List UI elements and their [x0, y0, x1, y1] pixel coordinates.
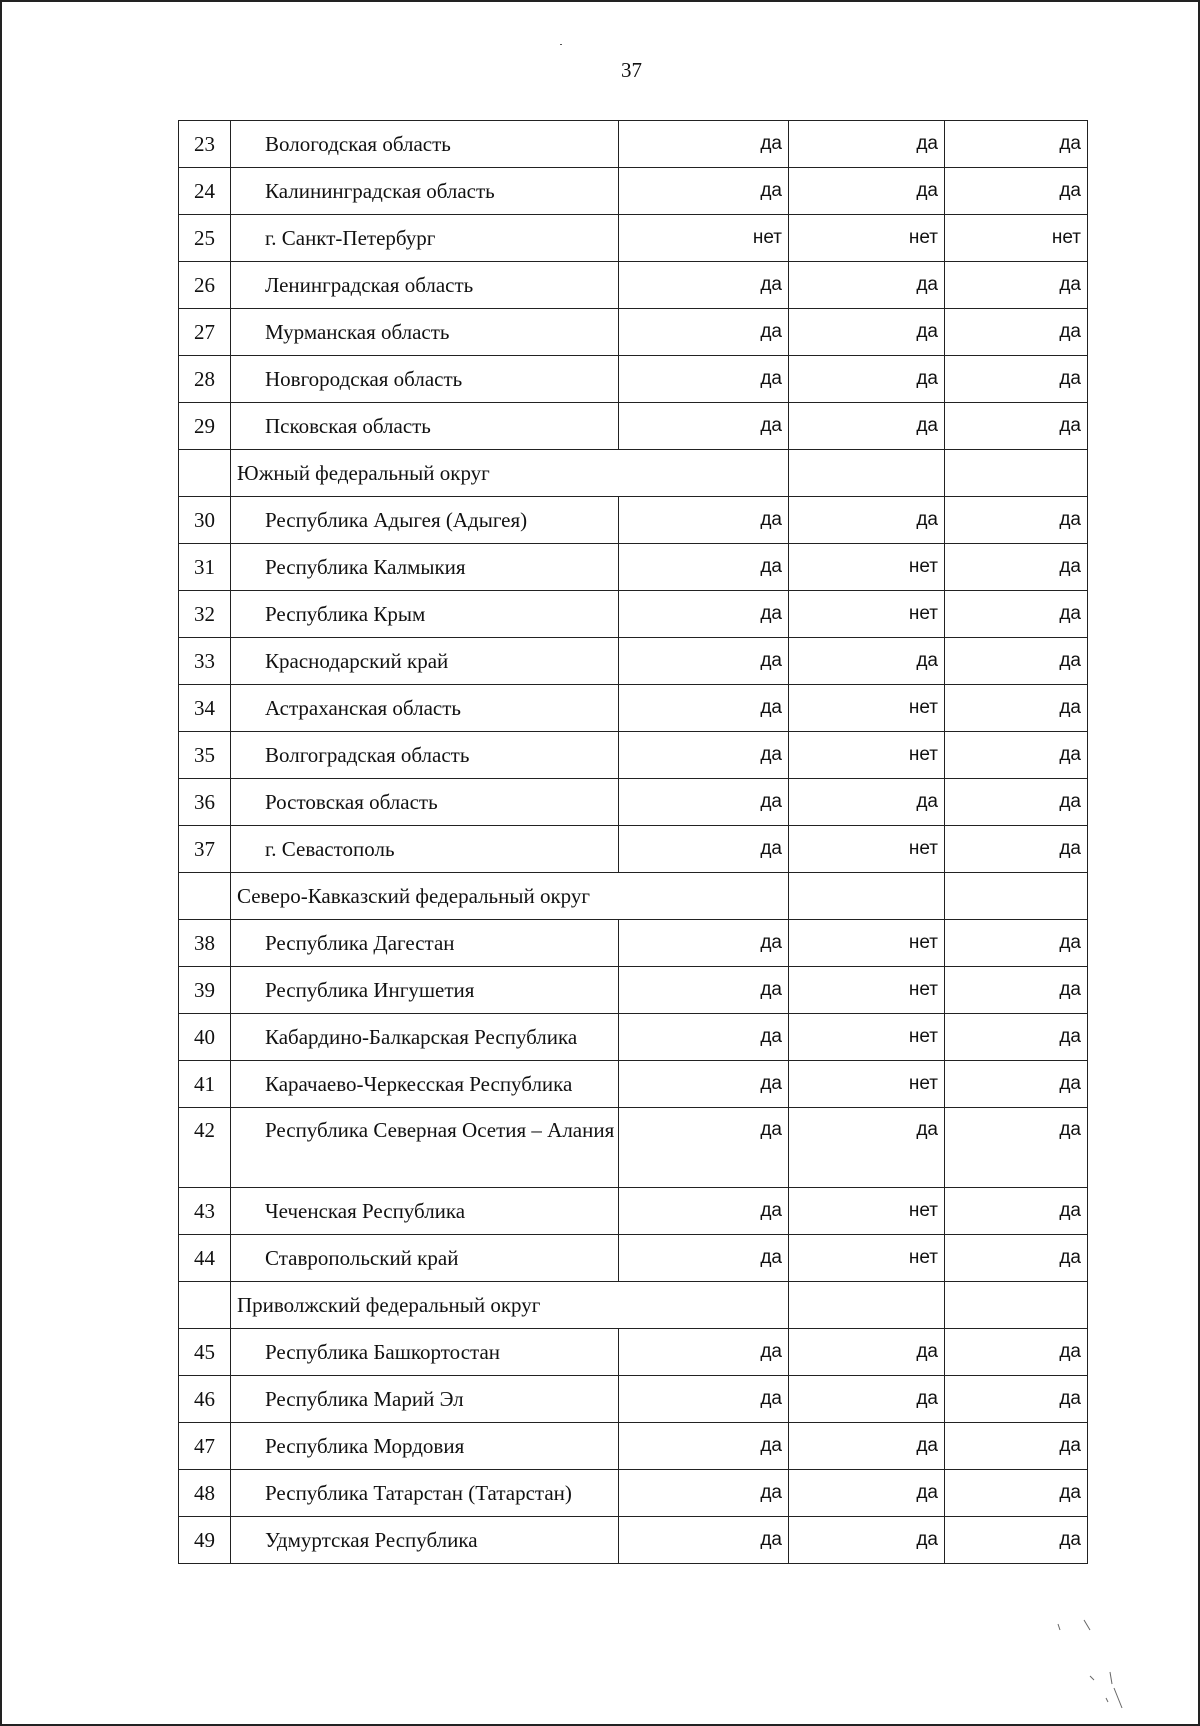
table-row [179, 1517, 1088, 1564]
row-number: 30 [179, 497, 231, 544]
section-num-cell [179, 450, 231, 497]
value-col-3: да [945, 591, 1088, 638]
row-number: 46 [179, 1376, 231, 1423]
table-row [179, 403, 1088, 450]
table-row [179, 732, 1088, 779]
row-number: 44 [179, 1235, 231, 1282]
value-col-2: нет [789, 1061, 945, 1108]
region-name: Карачаево-Черкесская Республика [231, 1061, 619, 1108]
row-number: 24 [179, 168, 231, 215]
value-col-3: да [945, 779, 1088, 826]
value-col-1: да [619, 967, 789, 1014]
value-col-1: да [619, 685, 789, 732]
page-number: 37 [621, 58, 642, 82]
scan-speck [560, 44, 562, 45]
region-name: Чеченская Республика [231, 1188, 619, 1235]
value-col-2: да [789, 262, 945, 309]
value-col-2: да [789, 638, 945, 685]
region-name: Республика Крым [231, 591, 619, 638]
table-row [179, 779, 1088, 826]
section-empty-cell [789, 450, 945, 497]
row-number: 27 [179, 309, 231, 356]
value-col-2: да [789, 403, 945, 450]
value-col-1: да [619, 544, 789, 591]
region-name: Республика Калмыкия [231, 544, 619, 591]
table-row [179, 826, 1088, 873]
value-col-3: да [945, 356, 1088, 403]
region-name: Волгоградская область [231, 732, 619, 779]
value-col-1: да [619, 732, 789, 779]
value-col-2: да [789, 497, 945, 544]
section-num-cell [179, 1282, 231, 1329]
region-name: Республика Дагестан [231, 920, 619, 967]
value-col-1: да [619, 1329, 789, 1376]
row-number: 38 [179, 920, 231, 967]
row-number: 37 [179, 826, 231, 873]
value-col-1: да [619, 1188, 789, 1235]
table-row [179, 544, 1088, 591]
table-row [179, 685, 1088, 732]
row-number: 48 [179, 1470, 231, 1517]
row-number: 29 [179, 403, 231, 450]
region-name: Республика Башкортостан [231, 1329, 619, 1376]
value-col-2: нет [789, 826, 945, 873]
regions-table-body [179, 121, 1088, 1564]
value-col-2: да [789, 168, 945, 215]
table-row [179, 1061, 1088, 1108]
value-col-1: да [619, 1376, 789, 1423]
value-col-3: да [945, 685, 1088, 732]
table-row [179, 1014, 1088, 1061]
row-number: 39 [179, 967, 231, 1014]
value-col-2: нет [789, 920, 945, 967]
value-col-1: да [619, 1235, 789, 1282]
section-empty-cell [789, 873, 945, 920]
regions-table [178, 120, 1088, 1564]
value-col-2: нет [789, 544, 945, 591]
value-col-3: да [945, 732, 1088, 779]
section-row [179, 450, 1088, 497]
value-col-2: да [789, 309, 945, 356]
value-col-1: да [619, 309, 789, 356]
value-col-2: да [789, 1329, 945, 1376]
value-col-2: нет [789, 1235, 945, 1282]
row-number: 36 [179, 779, 231, 826]
region-name: Республика Адыгея (Адыгея) [231, 497, 619, 544]
row-number: 47 [179, 1423, 231, 1470]
table-row [179, 1423, 1088, 1470]
value-col-3: да [945, 1517, 1088, 1564]
section-num-cell [179, 873, 231, 920]
table-row [179, 1235, 1088, 1282]
row-number: 23 [179, 121, 231, 168]
value-col-1: да [619, 262, 789, 309]
value-col-1: да [619, 1470, 789, 1517]
region-name: Псковская область [231, 403, 619, 450]
value-col-1: да [619, 121, 789, 168]
value-col-1: да [619, 1517, 789, 1564]
region-name: Республика Ингушетия [231, 967, 619, 1014]
region-name: Краснодарский край [231, 638, 619, 685]
pen-mark [1114, 1688, 1122, 1708]
region-name: Новгородская область [231, 356, 619, 403]
value-col-2: да [789, 1517, 945, 1564]
row-number: 26 [179, 262, 231, 309]
value-col-1: да [619, 356, 789, 403]
value-col-3: да [945, 967, 1088, 1014]
value-col-3: да [945, 1061, 1088, 1108]
pen-marks [1050, 1610, 1140, 1720]
value-col-1: да [619, 1014, 789, 1061]
value-col-1: да [619, 1108, 789, 1188]
value-col-3: да [945, 920, 1088, 967]
row-number: 28 [179, 356, 231, 403]
value-col-3: да [945, 1235, 1088, 1282]
value-col-3: да [945, 1376, 1088, 1423]
value-col-3: да [945, 121, 1088, 168]
section-empty-cell [945, 450, 1088, 497]
value-col-1: да [619, 1423, 789, 1470]
value-col-2: нет [789, 685, 945, 732]
value-col-2: да [789, 1423, 945, 1470]
value-col-3: да [945, 309, 1088, 356]
region-name: Мурманская область [231, 309, 619, 356]
row-number: 42 [179, 1108, 231, 1188]
table-row [179, 215, 1088, 262]
value-col-2: нет [789, 1014, 945, 1061]
row-number: 35 [179, 732, 231, 779]
value-col-1: нет [619, 215, 789, 262]
row-number: 32 [179, 591, 231, 638]
value-col-2: нет [789, 732, 945, 779]
region-name: Республика Мордовия [231, 1423, 619, 1470]
region-name: Калининградская область [231, 168, 619, 215]
value-col-2: да [789, 121, 945, 168]
table-row [179, 262, 1088, 309]
row-number: 33 [179, 638, 231, 685]
value-col-3: да [945, 1329, 1088, 1376]
value-col-1: да [619, 403, 789, 450]
value-col-1: да [619, 920, 789, 967]
value-col-1: да [619, 826, 789, 873]
row-number: 31 [179, 544, 231, 591]
value-col-2: да [789, 1376, 945, 1423]
value-col-3: да [945, 262, 1088, 309]
table-row [179, 591, 1088, 638]
value-col-2: да [789, 356, 945, 403]
pen-mark [1058, 1624, 1060, 1630]
value-col-1: да [619, 168, 789, 215]
value-col-2: нет [789, 215, 945, 262]
section-empty-cell [789, 1282, 945, 1329]
value-col-2: да [789, 1470, 945, 1517]
value-col-3: да [945, 638, 1088, 685]
row-number: 34 [179, 685, 231, 732]
value-col-3: да [945, 497, 1088, 544]
value-col-1: да [619, 497, 789, 544]
value-col-3: да [945, 1188, 1088, 1235]
section-title: Северо-Кавказский федеральный округ [231, 873, 789, 920]
region-name: Кабардино-Балкарская Республика [231, 1014, 619, 1061]
region-name: Республика Татарстан (Татарстан) [231, 1470, 619, 1517]
value-col-3: да [945, 1014, 1088, 1061]
value-col-1: да [619, 638, 789, 685]
row-number: 45 [179, 1329, 231, 1376]
value-col-2: нет [789, 591, 945, 638]
value-col-3: да [945, 1108, 1088, 1188]
value-col-3: да [945, 1470, 1088, 1517]
region-name: Республика Северная Осетия – Алания [231, 1108, 619, 1188]
table-row [179, 1470, 1088, 1517]
row-number: 43 [179, 1188, 231, 1235]
value-col-3: нет [945, 215, 1088, 262]
region-name: Ленинградская область [231, 262, 619, 309]
table-row [179, 356, 1088, 403]
pen-mark [1084, 1620, 1090, 1630]
row-number: 41 [179, 1061, 231, 1108]
row-number: 25 [179, 215, 231, 262]
region-name: Удмуртская Республика [231, 1517, 619, 1564]
value-col-2: да [789, 779, 945, 826]
pen-mark [1106, 1698, 1108, 1702]
section-empty-cell [945, 873, 1088, 920]
value-col-1: да [619, 779, 789, 826]
region-name: Ставропольский край [231, 1235, 619, 1282]
value-col-2: да [789, 1108, 945, 1188]
region-name: Ростовская область [231, 779, 619, 826]
table-row [179, 497, 1088, 544]
table-row [179, 1329, 1088, 1376]
region-name: Астраханская область [231, 685, 619, 732]
section-title: Приволжский федеральный округ [231, 1282, 789, 1329]
section-title: Южный федеральный округ [231, 450, 789, 497]
table-row [179, 920, 1088, 967]
section-row [179, 873, 1088, 920]
value-col-2: нет [789, 1188, 945, 1235]
value-col-1: да [619, 591, 789, 638]
region-name: Республика Марий Эл [231, 1376, 619, 1423]
table-row [179, 168, 1088, 215]
value-col-2: нет [789, 967, 945, 1014]
value-col-3: да [945, 826, 1088, 873]
region-name: г. Санкт-Петербург [231, 215, 619, 262]
table-row [179, 309, 1088, 356]
pen-mark [1110, 1672, 1112, 1684]
table-row [179, 1108, 1088, 1188]
value-col-3: да [945, 544, 1088, 591]
region-name: г. Севастополь [231, 826, 619, 873]
table-row [179, 638, 1088, 685]
table-row [179, 121, 1088, 168]
table-row [179, 1376, 1088, 1423]
value-col-3: да [945, 1423, 1088, 1470]
table-row [179, 1188, 1088, 1235]
pen-mark [1090, 1676, 1094, 1680]
row-number: 40 [179, 1014, 231, 1061]
table-row [179, 967, 1088, 1014]
section-empty-cell [945, 1282, 1088, 1329]
value-col-1: да [619, 1061, 789, 1108]
row-number: 49 [179, 1517, 231, 1564]
section-row [179, 1282, 1088, 1329]
value-col-3: да [945, 168, 1088, 215]
value-col-3: да [945, 403, 1088, 450]
region-name: Вологодская область [231, 121, 619, 168]
